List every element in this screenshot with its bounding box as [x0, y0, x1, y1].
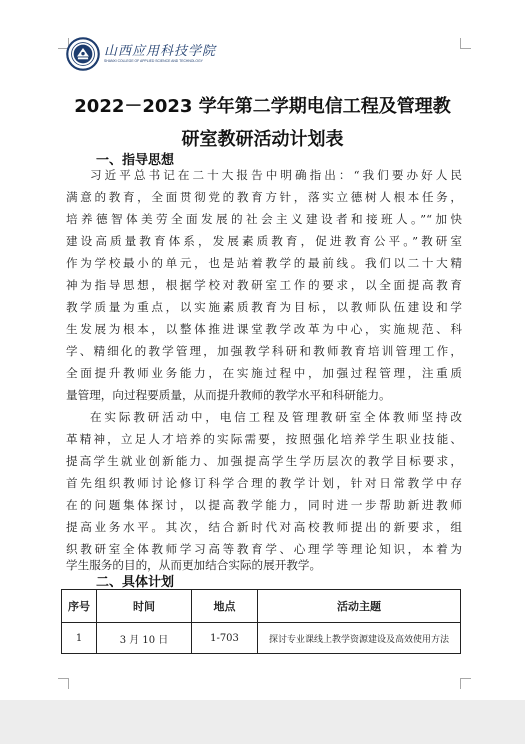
paragraph-line: 革精神，立足人才培养的实际需要，按照强化培养学生职业技能、: [66, 432, 462, 446]
paragraph-line: 织教研室全体教师学习高等教育学、心理学等理论知识，本着为: [66, 542, 462, 556]
paragraph-line: 在的问题集体探讨，以提高教学能力，同时进一步帮助新进教师: [66, 498, 462, 512]
school-emblem-icon: [66, 37, 100, 71]
section-heading-guiding-ideology: 一、指导思想: [96, 153, 175, 168]
table-header-cell: 活动主题: [337, 600, 381, 613]
table-header-cell: 地点: [192, 590, 258, 622]
section-heading-specific-plan: 二、具体计划: [96, 575, 175, 590]
paragraph-line: 培养德智体美劳全面发展的社会主义建设者和接班人。”“加快: [66, 212, 462, 226]
crop-mark-bottom-right: [460, 678, 471, 689]
paragraph-line: 作为学校最小的单元，也是站着教学的最前线。我们以二十大精: [66, 256, 462, 270]
paragraph-line: 提高业务水平。其次，结合新时代对高校教师提出的新要求，组: [66, 520, 462, 534]
table-cell: 1-703: [192, 623, 258, 653]
paragraph-line: 全面提升教师业务能力，在实施过程中，加强过程管理，注重质: [66, 366, 462, 380]
table-cell: 1: [62, 623, 97, 653]
paragraph-line: 学、精细化的教学管理，加强教学科研和教师教育培训管理工作，: [66, 344, 462, 358]
paragraph-line: 满意的教育，全面贯彻党的教育方针，落实立德树人根本任务，: [66, 190, 462, 204]
paragraph-line: 学生服务的目的，从而更加结合实际的展开教学。: [66, 558, 322, 572]
logo-text: [104, 44, 216, 64]
paragraph-line: 量管理，向过程要质量，从而提升教师的教学水平和科研能力。: [66, 388, 391, 402]
logo-name-en: SHANXI COLLEGE OF APPLIED SCIENCE AND TECHNOLOGY: [104, 59, 203, 63]
table-row: [62, 623, 460, 653]
paragraph-line: 建设高质量教育体系，发展素质教育，促进教育公平。”教研室: [66, 234, 462, 248]
crop-mark-bottom-left: [58, 678, 69, 689]
paragraph-line: 神为指导思想，根据学校对教研室工作的要求，以全面提高教育: [66, 278, 462, 292]
paragraph-line: 在实际教研活动中，电信工程及管理教研室全体教师坚持改: [90, 410, 462, 424]
document-title-line-1: 2022－2023 学年第二学期电信工程及管理教: [74, 96, 451, 117]
paragraph-line: 教学质量为重点，以实施素质教育为目标，以教师队伍建设和学: [66, 300, 462, 314]
paragraph-line: 提高学生就业创新能力、加强提高学生学历层次的教学目标要求，: [66, 454, 462, 468]
table-cell: 3 月 10 日: [97, 623, 192, 653]
activity-plan-table: [61, 589, 461, 654]
paragraph-line: 首先组织教师讨论修订科学合理的教学计划，针对日常教学中存: [66, 476, 462, 490]
table-header-cell: 时间: [97, 590, 192, 622]
crop-mark-top-right: [460, 38, 471, 49]
logo-name-cn: 山西应用科技学院: [104, 44, 217, 59]
document-title-line-2: 研室教研活动计划表: [181, 129, 344, 150]
table-header-row: [62, 590, 460, 623]
paragraph-line: 习近平总书记在二十大报告中明确指出：“我们要办好人民: [90, 168, 462, 182]
table-header-cell: 序号: [62, 590, 97, 622]
paragraph-line: 生发展为根本，以整体推进课堂教学改革为中心，实施规范、科: [66, 322, 462, 336]
school-logo: [66, 34, 226, 74]
table-cell: 探讨专业课线上教学资源建设及高效使用方法: [268, 634, 449, 645]
